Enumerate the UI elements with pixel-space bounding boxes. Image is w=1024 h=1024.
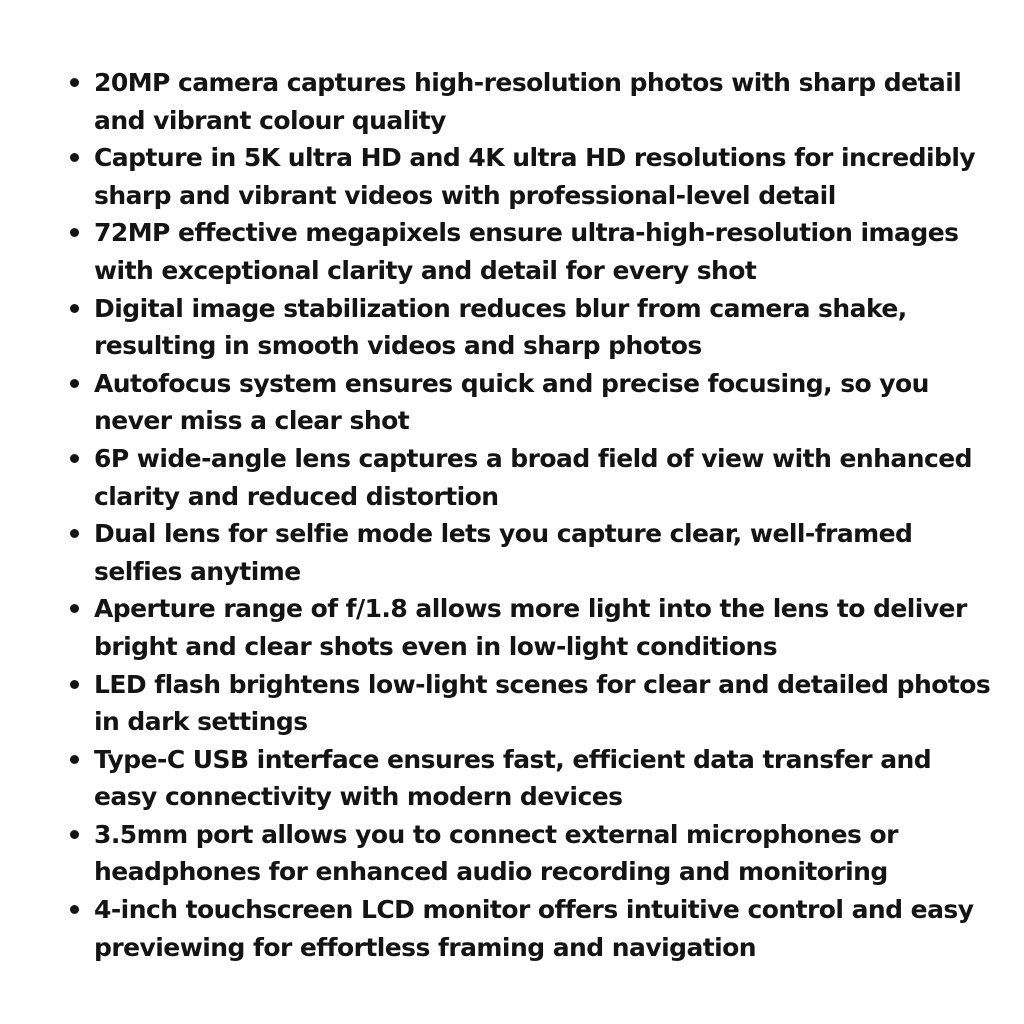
bullet-icon [70,755,79,764]
bullet-icon [70,454,79,463]
bullet-icon [70,830,79,839]
bullet-icon [70,529,79,538]
feature-line: 3.5mm port allows you to connect external microphones or [94,819,898,849]
feature-line: 72MP effective megapixels ensure ultra-high-resolution images [94,218,959,248]
bullet-icon [70,905,79,914]
feature-line: Capture in 5K ultra HD and 4K ultra HD resolutions for incredibly [94,143,976,173]
feature-item [68,741,978,816]
feature-line: easy connectivity with modern devices [94,782,623,812]
feature-line: headphones for enhanced audio recording and monitoring [94,857,888,887]
feature-line: Dual lens for selfie mode lets you capture clear, well-framed [94,519,913,549]
feature-line: resulting in smooth videos and sharp photos [94,331,702,361]
bullet-icon [70,379,79,388]
feature-line: LED flash brightens low-light scenes for clear and detailed photos [94,669,991,699]
feature-item [68,816,978,891]
feature-line: Aperture range of f/1.8 allows more light into the lens to deliver [94,594,967,624]
feature-line: with exceptional clarity and detail for every shot [94,255,757,285]
feature-line: previewing for effortless framing and navigation [94,932,757,962]
bullet-icon [70,680,79,689]
feature-line: and vibrant colour quality [94,105,446,135]
feature-item [68,515,978,590]
feature-line: 6P wide-angle lens captures a broad field of view with enhanced [94,443,972,473]
bullet-icon [70,78,79,87]
feature-item [68,365,978,440]
bullet-icon [70,153,79,162]
feature-item [68,139,978,214]
feature-line: 4-inch touchscreen LCD monitor offers intuitive control and easy [94,895,974,925]
feature-item [68,64,978,139]
feature-line: Digital image stabilization reduces blur from camera shake, [94,293,907,323]
feature-line: clarity and reduced distortion [94,481,499,511]
feature-line: sharp and vibrant videos with professional-level detail [94,180,836,210]
bullet-icon [70,228,79,237]
feature-item [68,290,978,365]
feature-item [68,440,978,515]
bullet-icon [70,304,79,313]
feature-item [68,666,991,741]
feature-item [68,891,978,966]
feature-line: bright and clear shots even in low-light conditions [94,631,778,661]
feature-item [68,214,978,289]
feature-line: in dark settings [94,707,308,737]
feature-item [68,590,978,665]
bullet-icon [70,604,79,613]
feature-line: Type-C USB interface ensures fast, efficient data transfer and [94,744,932,774]
feature-line: selfies anytime [94,556,301,586]
feature-line: Autofocus system ensures quick and precise focusing, so you [94,368,929,398]
feature-list [68,64,991,966]
feature-line: never miss a clear shot [94,406,410,436]
feature-line: 20MP camera captures high-resolution photos with sharp detail [94,68,962,97]
